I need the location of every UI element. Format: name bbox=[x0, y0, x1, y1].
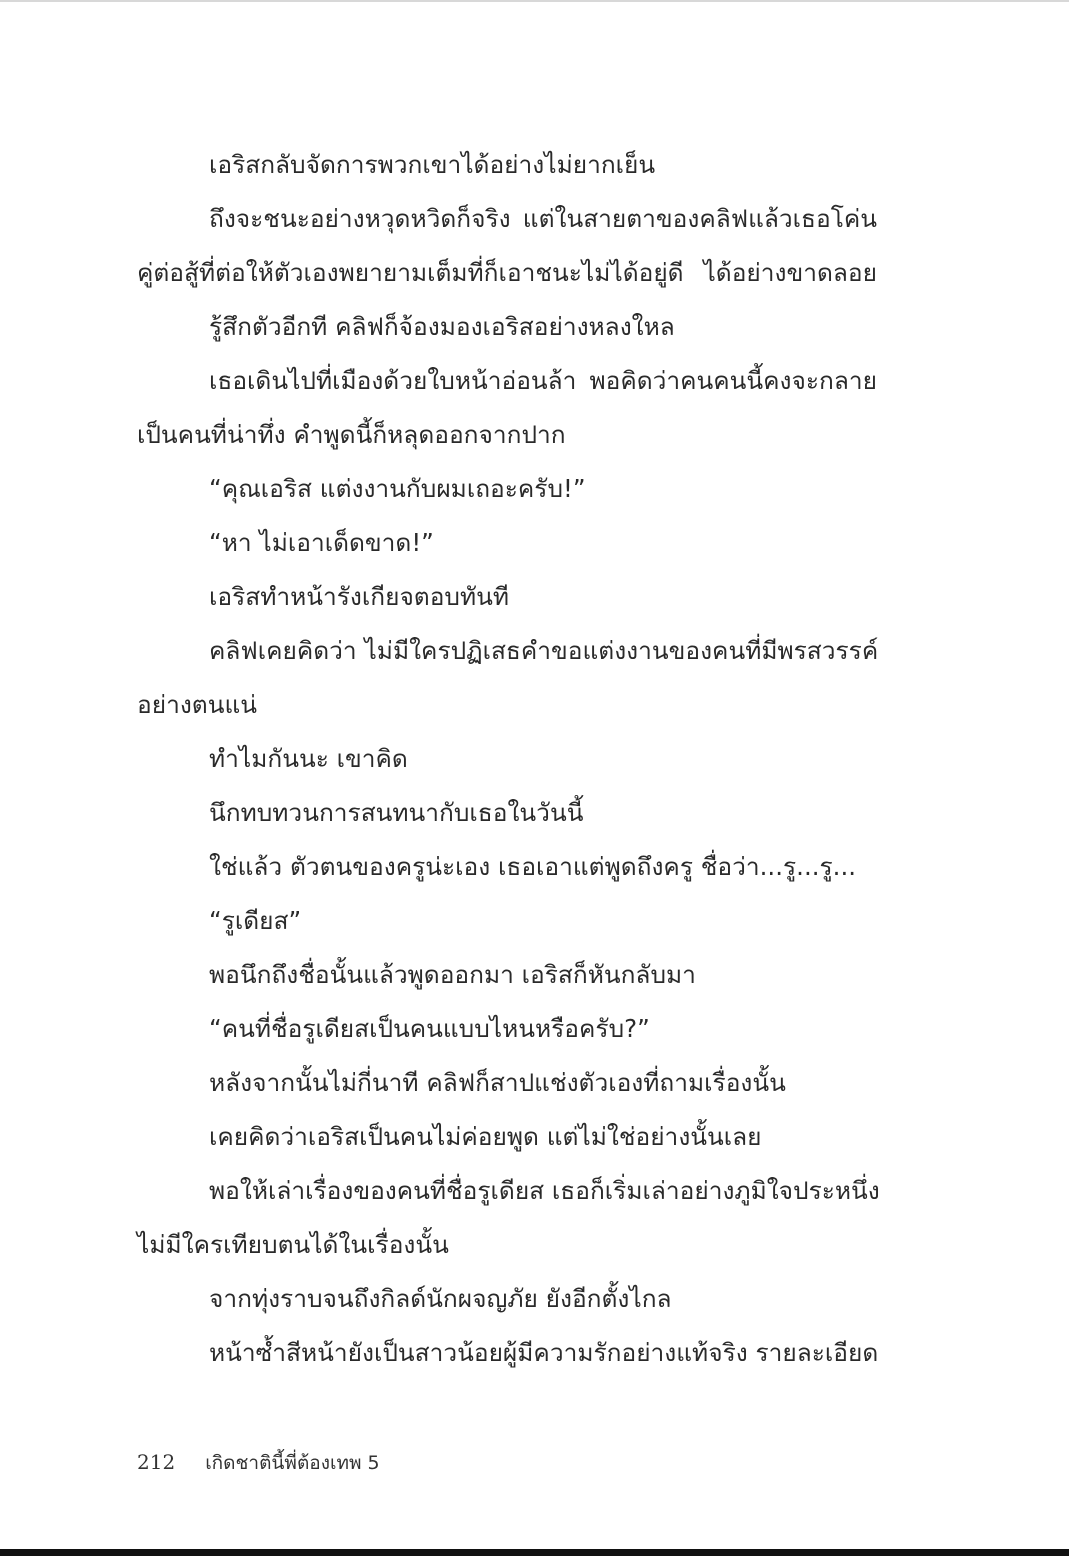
text-line: นึกทบทวนการสนทนากับเธอในวันนี้ bbox=[209, 798, 584, 827]
text-line: เอริสทำหน้ารังเกียจตอบทันที bbox=[209, 582, 510, 611]
dialogue-line: “รูเดียส” bbox=[209, 906, 302, 935]
page-footer bbox=[137, 1444, 380, 1480]
text-line: พอให้เล่าเรื่องของคนที่ชื่อรูเดียส เธอก็เริ่มเล่าอย่างภูมิใจประหนึ่ง bbox=[209, 1176, 880, 1205]
text-line: จากทุ่งราบจนถึงกิลด์นักผจญภัย ยังอีกตั้งไกล bbox=[209, 1284, 672, 1313]
text-line: หน้าซ้ำสีหน้ายังเป็นสาวน้อยผู้มีความรักอย่างแท้จริง รายละเอียด bbox=[209, 1338, 879, 1367]
text-line: คลิฟเคยคิดว่า ไม่มีใครปฏิเสธคำขอแต่งงานของคนที่มีพรสวรรค์ bbox=[209, 636, 879, 665]
text-line: อย่างตนแน่ bbox=[137, 690, 257, 719]
page-body bbox=[137, 138, 880, 1380]
text-line: คู่ต่อสู้ที่ต่อให้ตัวเองพยายามเต็มที่ก็เอาชนะไม่ได้อยู่ดี ได้อย่างขาดลอย bbox=[137, 258, 877, 287]
text-line: รู้สึกตัวอีกที คลิฟก็จ้องมองเอริสอย่างหลงใหล bbox=[209, 312, 675, 341]
text-line: ถึงจะชนะอย่างหวุดหวิดก็จริง แต่ในสายตาของคลิฟแล้วเธอโค่น bbox=[209, 204, 877, 233]
text-line: ใช่แล้ว ตัวตนของครูน่ะเอง เธอเอาแต่พูดถึงครู ชื่อว่า...รู...รู... bbox=[209, 852, 857, 881]
dialogue-line: “คนที่ชื่อรูเดียสเป็นคนแบบไหนหรือครับ?” bbox=[209, 1014, 650, 1043]
text-line: พอนึกถึงชื่อนั้นแล้วพูดออกมา เอริสก็หันกลับมา bbox=[209, 960, 696, 989]
dialogue-line: “คุณเอริส แต่งงานกับผมเถอะครับ!” bbox=[209, 474, 586, 503]
dialogue-line: “หา ไม่เอาเด็ดขาด!” bbox=[209, 528, 434, 557]
text-line: ทำไมกันนะ เขาคิด bbox=[209, 744, 408, 773]
text-line: เคยคิดว่าเอริสเป็นคนไม่ค่อยพูด แต่ไม่ใช่อย่างนั้นเลย bbox=[209, 1122, 762, 1151]
text-line: ไม่มีใครเทียบตนได้ในเรื่องนั้น bbox=[137, 1230, 449, 1259]
text-line: เธอเดินไปที่เมืองด้วยใบหน้าอ่อนล้า พอคิดว่าคนคนนี้คงจะกลาย bbox=[209, 366, 877, 395]
bottom-border bbox=[0, 1549, 1069, 1556]
page-number: 212 bbox=[137, 1450, 176, 1474]
text-line: หลังจากนั้นไม่กี่นาที คลิฟก็สาปแช่งตัวเองที่ถามเรื่องนั้น bbox=[209, 1068, 786, 1097]
running-title: เกิดชาตินี้พี่ต้องเทพ 5 bbox=[205, 1452, 380, 1474]
text-line: เอริสกลับจัดการพวกเขาได้อย่างไม่ยากเย็น bbox=[209, 150, 656, 179]
text-line: เป็นคนที่น่าทึ่ง คำพูดนี้ก็หลุดออกจากปาก bbox=[137, 420, 566, 449]
top-rule bbox=[0, 0, 1069, 2]
